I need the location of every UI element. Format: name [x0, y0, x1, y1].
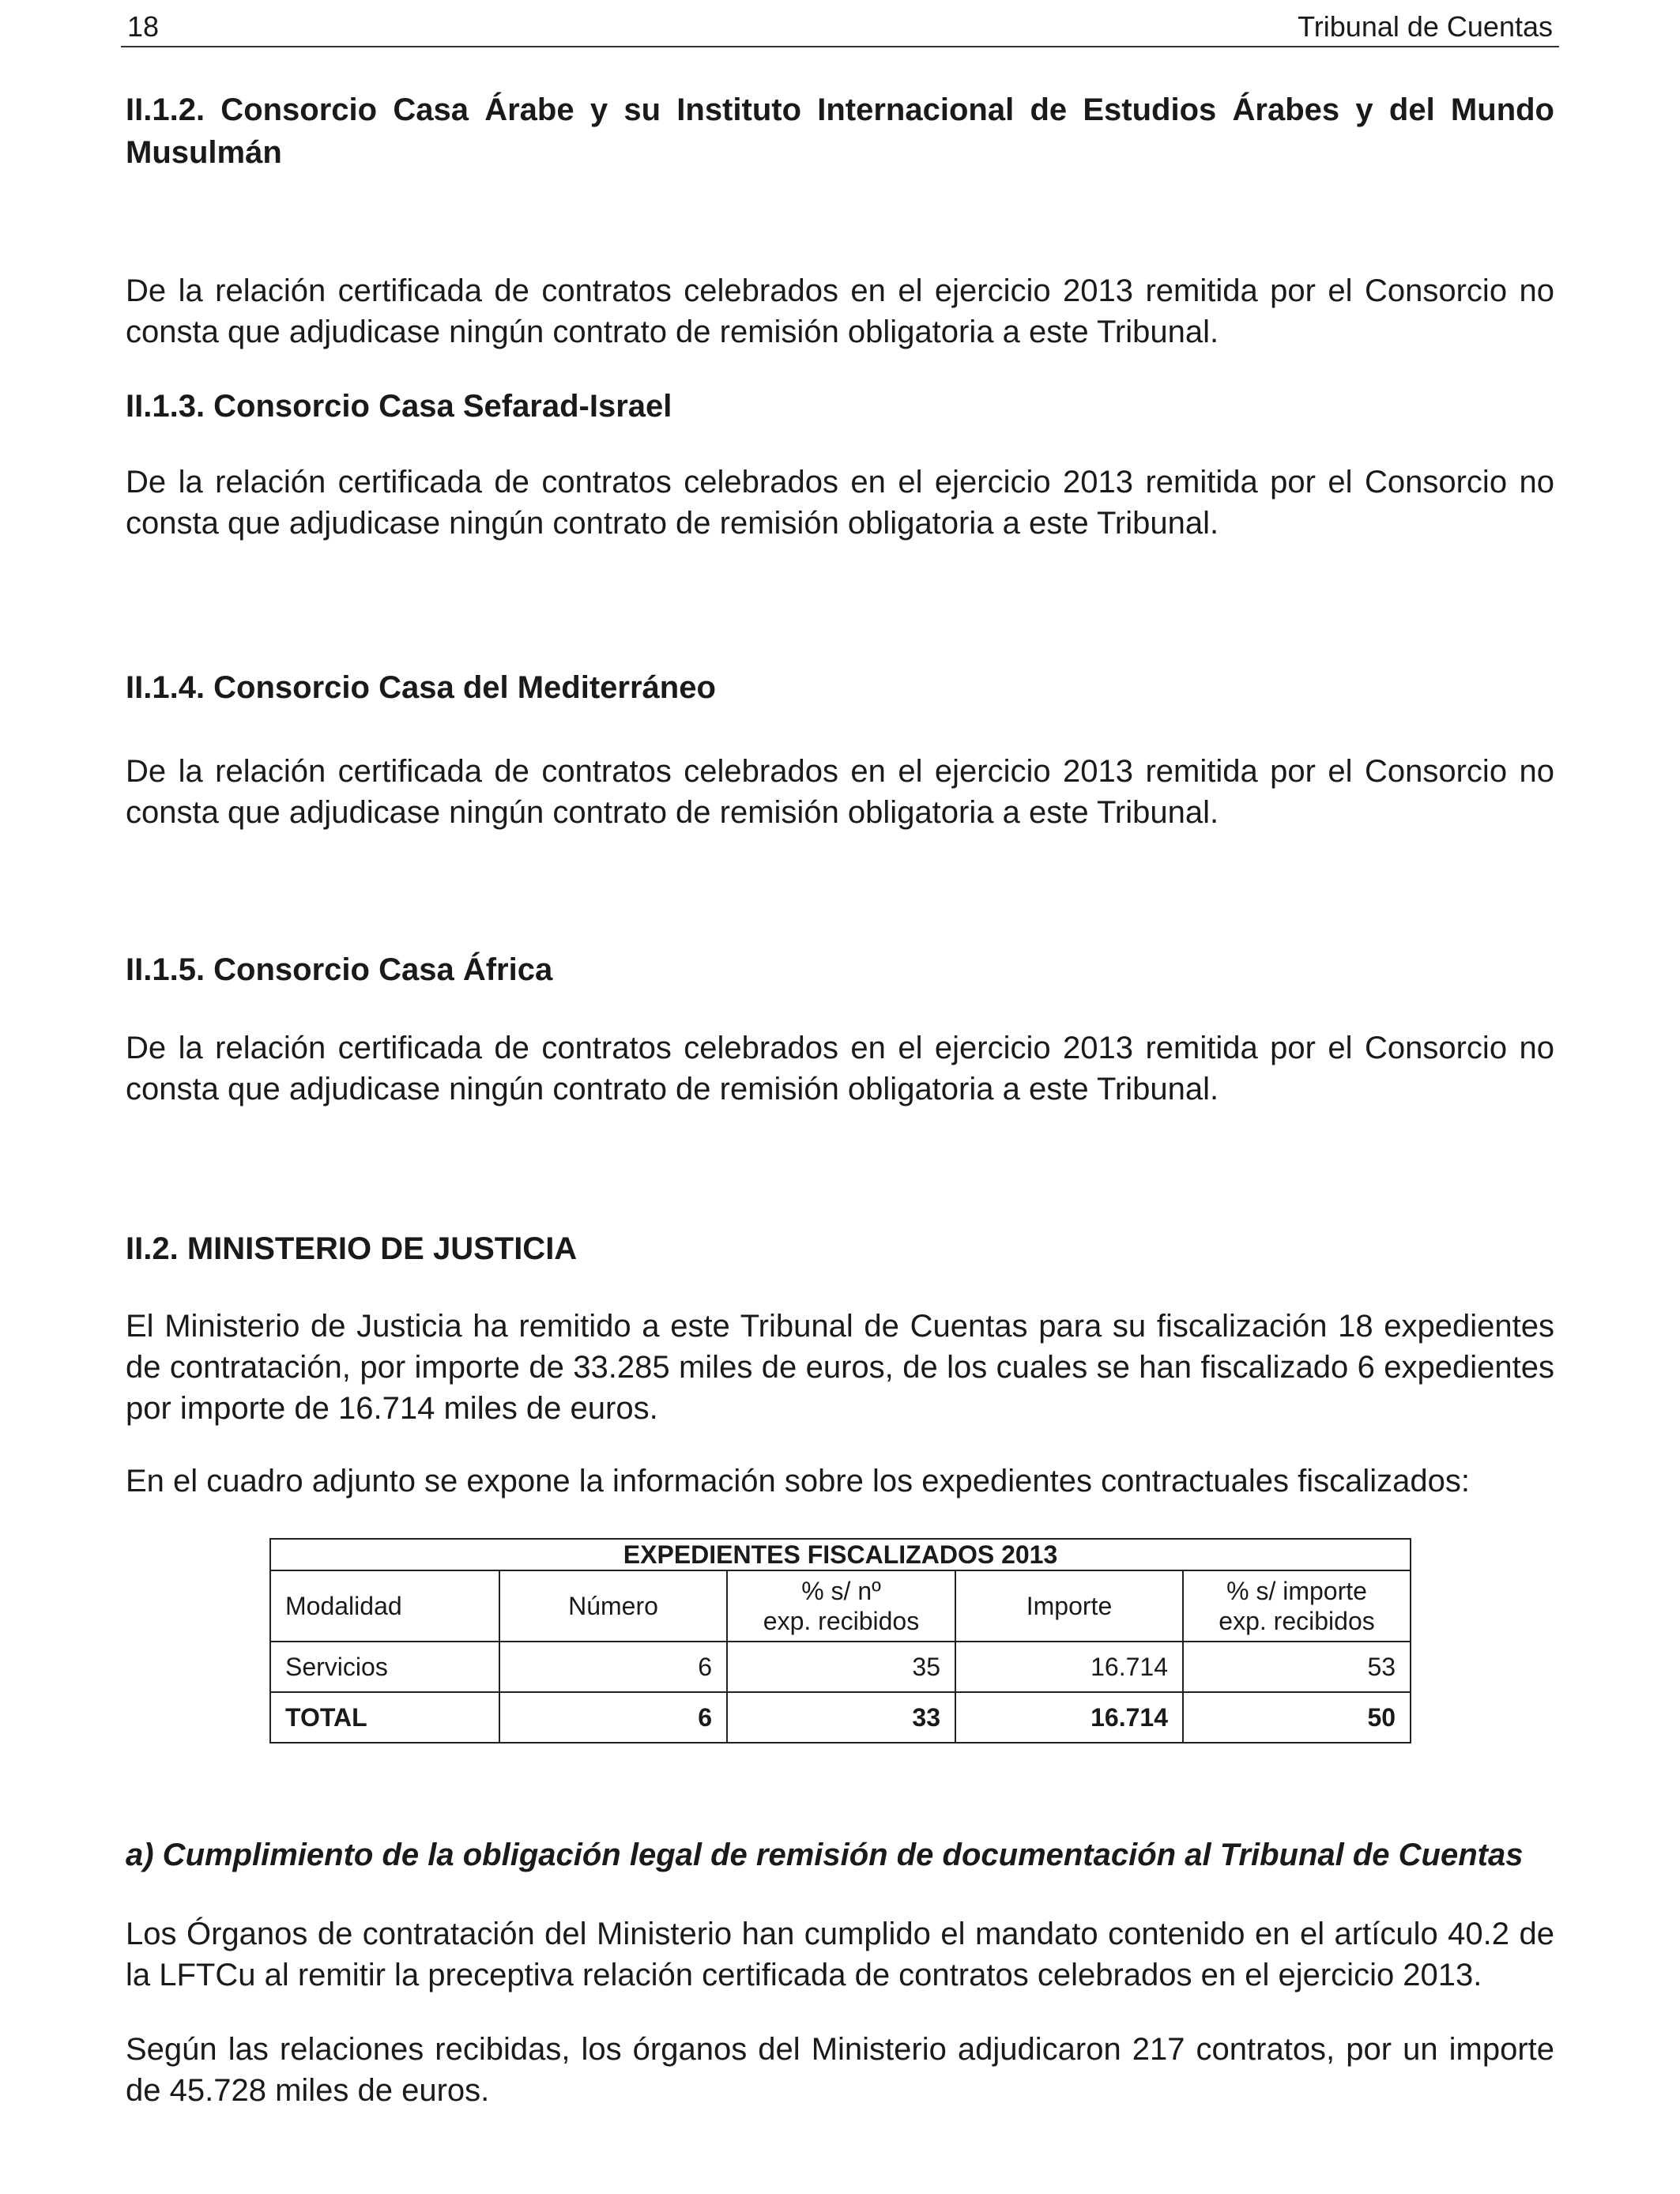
col-header-pct-numero: [727, 1570, 955, 1642]
cell-pct-importe: 53: [1183, 1642, 1411, 1692]
table-total-row: [270, 1692, 1411, 1743]
table-header-row: [270, 1570, 1411, 1642]
col-header-line: exp. recibidos: [763, 1607, 920, 1635]
col-header-line: exp. recibidos: [1219, 1607, 1375, 1635]
col-header-line: % s/ importe: [1226, 1577, 1367, 1605]
section-ii-2: [126, 1227, 1554, 1270]
col-header-numero: Número: [499, 1570, 727, 1642]
cell-importe: 16.714: [955, 1692, 1183, 1743]
paragraph: El Ministerio de Justicia ha remitido a este Tribunal de Cuentas para su fiscalización 18 expedientes de contratación, por importe de 33.285 miles de euros, de los cuales se han fiscalizado 6 expedientes por importe de 16.714 miles de euros.: [126, 1309, 1554, 1426]
header-organization: Tribunal de Cuentas: [1298, 10, 1553, 43]
section-heading: II.1.4. Consorcio Casa del Mediterráneo: [126, 670, 716, 705]
paragraph: En el cuadro adjunto se expone la información sobre los expedientes contractuales fiscalizados:: [126, 1464, 1471, 1498]
section-ii-1-5-body: [126, 1027, 1554, 1110]
section-heading: a) Cumplimiento de la obligación legal de remisión de documentación al Tribunal de Cuentas: [126, 1838, 1524, 1872]
section-heading: II.1.5. Consorcio Casa África: [126, 952, 553, 987]
cell-pct-importe: 50: [1183, 1692, 1411, 1743]
section-ii-1-2: [126, 89, 1554, 174]
section-ii-1-4: [126, 666, 1554, 709]
paragraph: Según las relaciones recibidas, los órganos del Ministerio adjudicaron 217 contratos, por un importe de 45.728 miles de euros.: [126, 2032, 1554, 2108]
table-caption: EXPEDIENTES FISCALIZADOS 2013: [270, 1539, 1411, 1570]
col-header-modalidad: Modalidad: [270, 1570, 499, 1642]
section-heading: II.2. MINISTERIO DE JUSTICIA: [126, 1231, 578, 1266]
section-ii-1-3: [126, 385, 1554, 428]
cell-pct-numero: 33: [727, 1692, 955, 1743]
section-ii-2-table-intro: [126, 1461, 1554, 1502]
cell-modalidad: TOTAL: [270, 1692, 499, 1743]
section-ii-1-4-body: [126, 751, 1554, 833]
paragraph: De la relación certificada de contratos celebrados en el ejercicio 2013 remitida por el Consorcio no consta que adjudicase ningún contrato de remisión obligatoria a este Tribunal.: [126, 273, 1554, 349]
cell-numero: 6: [499, 1692, 727, 1743]
col-header-importe: Importe: [955, 1570, 1183, 1642]
section-ii-2-body: [126, 1306, 1554, 1429]
col-header-line: % s/ nº: [801, 1577, 881, 1605]
cell-numero: 6: [499, 1642, 727, 1692]
page-number: 18: [127, 10, 160, 43]
paragraph: De la relación certificada de contratos celebrados en el ejercicio 2013 remitida por el Consorcio no consta que adjudicase ningún contrato de remisión obligatoria a este Tribunal.: [126, 1031, 1554, 1106]
section-a: [126, 1834, 1554, 1876]
section-ii-1-5: [126, 948, 1554, 991]
section-ii-1-2-body: [126, 270, 1554, 352]
paragraph: De la relación certificada de contratos celebrados en el ejercicio 2013 remitida por el Consorcio no consta que adjudicase ningún contrato de remisión obligatoria a este Tribunal.: [126, 754, 1554, 830]
expedientes-table: [269, 1538, 1411, 1744]
cell-pct-numero: 35: [727, 1642, 955, 1692]
paragraph: De la relación certificada de contratos celebrados en el ejercicio 2013 remitida por el Consorcio no consta que adjudicase ningún contrato de remisión obligatoria a este Tribunal.: [126, 465, 1554, 541]
cell-modalidad: Servicios: [270, 1642, 499, 1692]
section-heading: II.1.2. Consorcio Casa Árabe y su Instituto Internacional de Estudios Árabes y del Mundo Musulmán: [126, 92, 1554, 170]
col-header-pct-importe: [1183, 1570, 1411, 1642]
page-header: [121, 8, 1559, 47]
section-heading: II.1.3. Consorcio Casa Sefarad-Israel: [126, 389, 672, 424]
section-ii-1-3-body: [126, 462, 1554, 544]
table-row: [270, 1642, 1411, 1692]
table-caption-row: [270, 1539, 1411, 1570]
section-a-body-2: [126, 2029, 1554, 2111]
paragraph: Los Órganos de contratación del Ministerio han cumplido el mandato contenido en el artículo 40.2 de la LFTCu al remitir la preceptiva relación certificada de contratos celebrados en el ejercicio 2013.: [126, 1917, 1554, 1992]
section-a-body-1: [126, 1913, 1554, 1996]
cell-importe: 16.714: [955, 1642, 1183, 1692]
